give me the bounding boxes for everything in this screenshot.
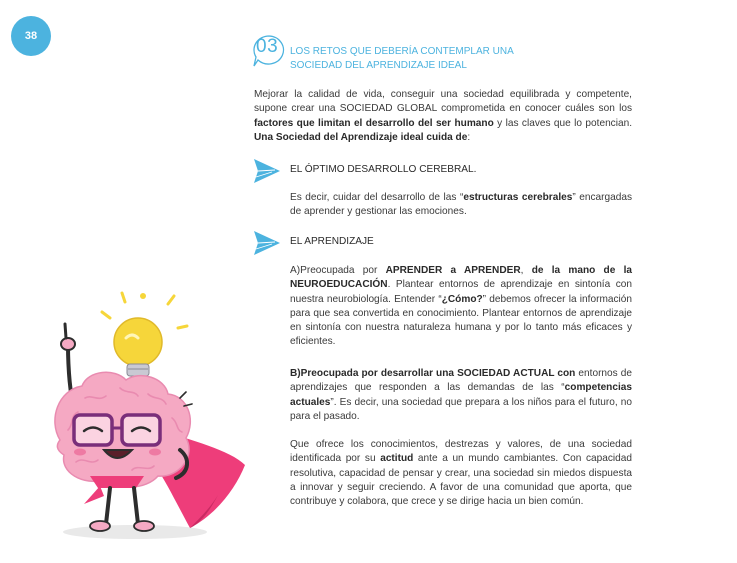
- item-2a-bold-1: APRENDER a APRENDER: [385, 265, 521, 276]
- page-number-badge: [11, 16, 51, 56]
- intro-text-1: Mejorar la calidad de vida, conseguir una sociedad equilibrada y competente, supone crear una SOCIEDAD GLOBAL comprometida en conocer cuáles son los: [254, 89, 632, 115]
- item-1-heading: EL ÓPTIMO DESARROLLO CEREBRAL.: [290, 164, 477, 175]
- intro-text-2: y las claves que lo potencian.: [493, 117, 632, 129]
- intro-paragraph: [254, 88, 632, 145]
- item-2a-text-1: A)Preocupada por: [290, 265, 386, 276]
- bulb-spark: [140, 293, 146, 299]
- item-2b-text-1: entornos de aprendizajes que responden a las demandas de las “: [290, 368, 632, 394]
- raised-fist: [61, 338, 75, 350]
- paper-plane-icon: [253, 157, 281, 185]
- item-2-paragraph-a: [290, 264, 632, 350]
- right-cheek: [149, 449, 161, 456]
- brain-superhero-illustration: [40, 290, 250, 545]
- item-2a-bold-3: ¿Cómo?: [441, 293, 483, 305]
- item-1-text-1: Es decir, cuidar del desarrollo de las “: [290, 192, 464, 203]
- section-number-badge: [250, 33, 288, 67]
- section-title: [290, 45, 550, 73]
- item-1-text-2: ” encargadas de aprender y gestionar las emociones.: [290, 192, 632, 218]
- item-1-paragraph: [290, 191, 632, 220]
- light-bulb-icon: [114, 318, 162, 366]
- item-2a-bold-2: de la mano de la NEUROEDUCACIÓN: [290, 265, 632, 291]
- item-2b-text-2: ”. Es decir, una sociedad que prepara a los niños para el futuro, no para el pasado.: [290, 396, 632, 422]
- section-title-line-1: LOS RETOS QUE DEBERÍA CONTEMPLAR UNA: [290, 46, 514, 57]
- item-2-paragraph-b: [290, 367, 632, 424]
- item-1-bold-1: estructuras cerebrales: [463, 192, 573, 203]
- glasses-right-lens: [122, 415, 160, 445]
- item-2a-text-4: ” debemos ofrecer la información para que sea convertida en conocimiento. Plantear entornos de aprendizaje en sintonía con nuestra naturaleza humana y por lo tanto más eficaces y eficientes.: [290, 293, 632, 348]
- section-title-line-2: SOCIEDAD DEL APRENDIZAJE IDEAL: [290, 60, 467, 71]
- item-2b-bold-2: competencias actuales: [290, 382, 632, 408]
- right-foot: [134, 521, 154, 531]
- item-2b-bold-1: B)Preocupada por desarrollar una SOCIEDAD ACTUAL con: [290, 368, 576, 379]
- paper-plane-icon: [253, 229, 281, 257]
- item-2c-bold-1: actitud: [380, 453, 414, 465]
- page-number: 38: [24, 30, 38, 42]
- left-cheek: [74, 449, 86, 456]
- item-2a-text-3: . Plantear entornos de aprendizaje en sintonía con nuestra neurobiología. Entender “: [290, 279, 632, 305]
- item-2-paragraph-c: [290, 438, 632, 509]
- item-2c-text-1: Que ofrece los conocimientos, destrezas y valores, de una sociedad identificada por su: [290, 439, 632, 465]
- item-2-heading: EL APRENDIZAJE: [290, 236, 374, 247]
- intro-bold-2: Una Sociedad del Aprendizaje ideal cuida de: [254, 131, 468, 143]
- item-2c-text-2: ante a un mundo cambiantes. Con capacidad resolutiva, capacidad de pensar y crear, una sociedad sin miedos dispuesta a innovar y seguir creciendo. A favor de una comunidad que aporta, que contribuye y colabora, que crece y se dirige hacia un bien común.: [290, 453, 632, 508]
- left-foot: [90, 521, 110, 531]
- bulb-base: [127, 364, 149, 376]
- scarf: [90, 476, 144, 488]
- intro-bold-1: factores que limitan el desarrollo del ser humano: [254, 117, 494, 129]
- left-leg: [106, 488, 110, 524]
- intro-text-3: :: [467, 131, 471, 143]
- item-2a-text-2: ,: [520, 265, 532, 276]
- glasses-left-lens: [74, 415, 112, 445]
- pointing-finger: [65, 324, 66, 338]
- section-number: 03: [256, 36, 279, 57]
- scarf-tail: [84, 486, 104, 504]
- right-leg: [134, 488, 138, 524]
